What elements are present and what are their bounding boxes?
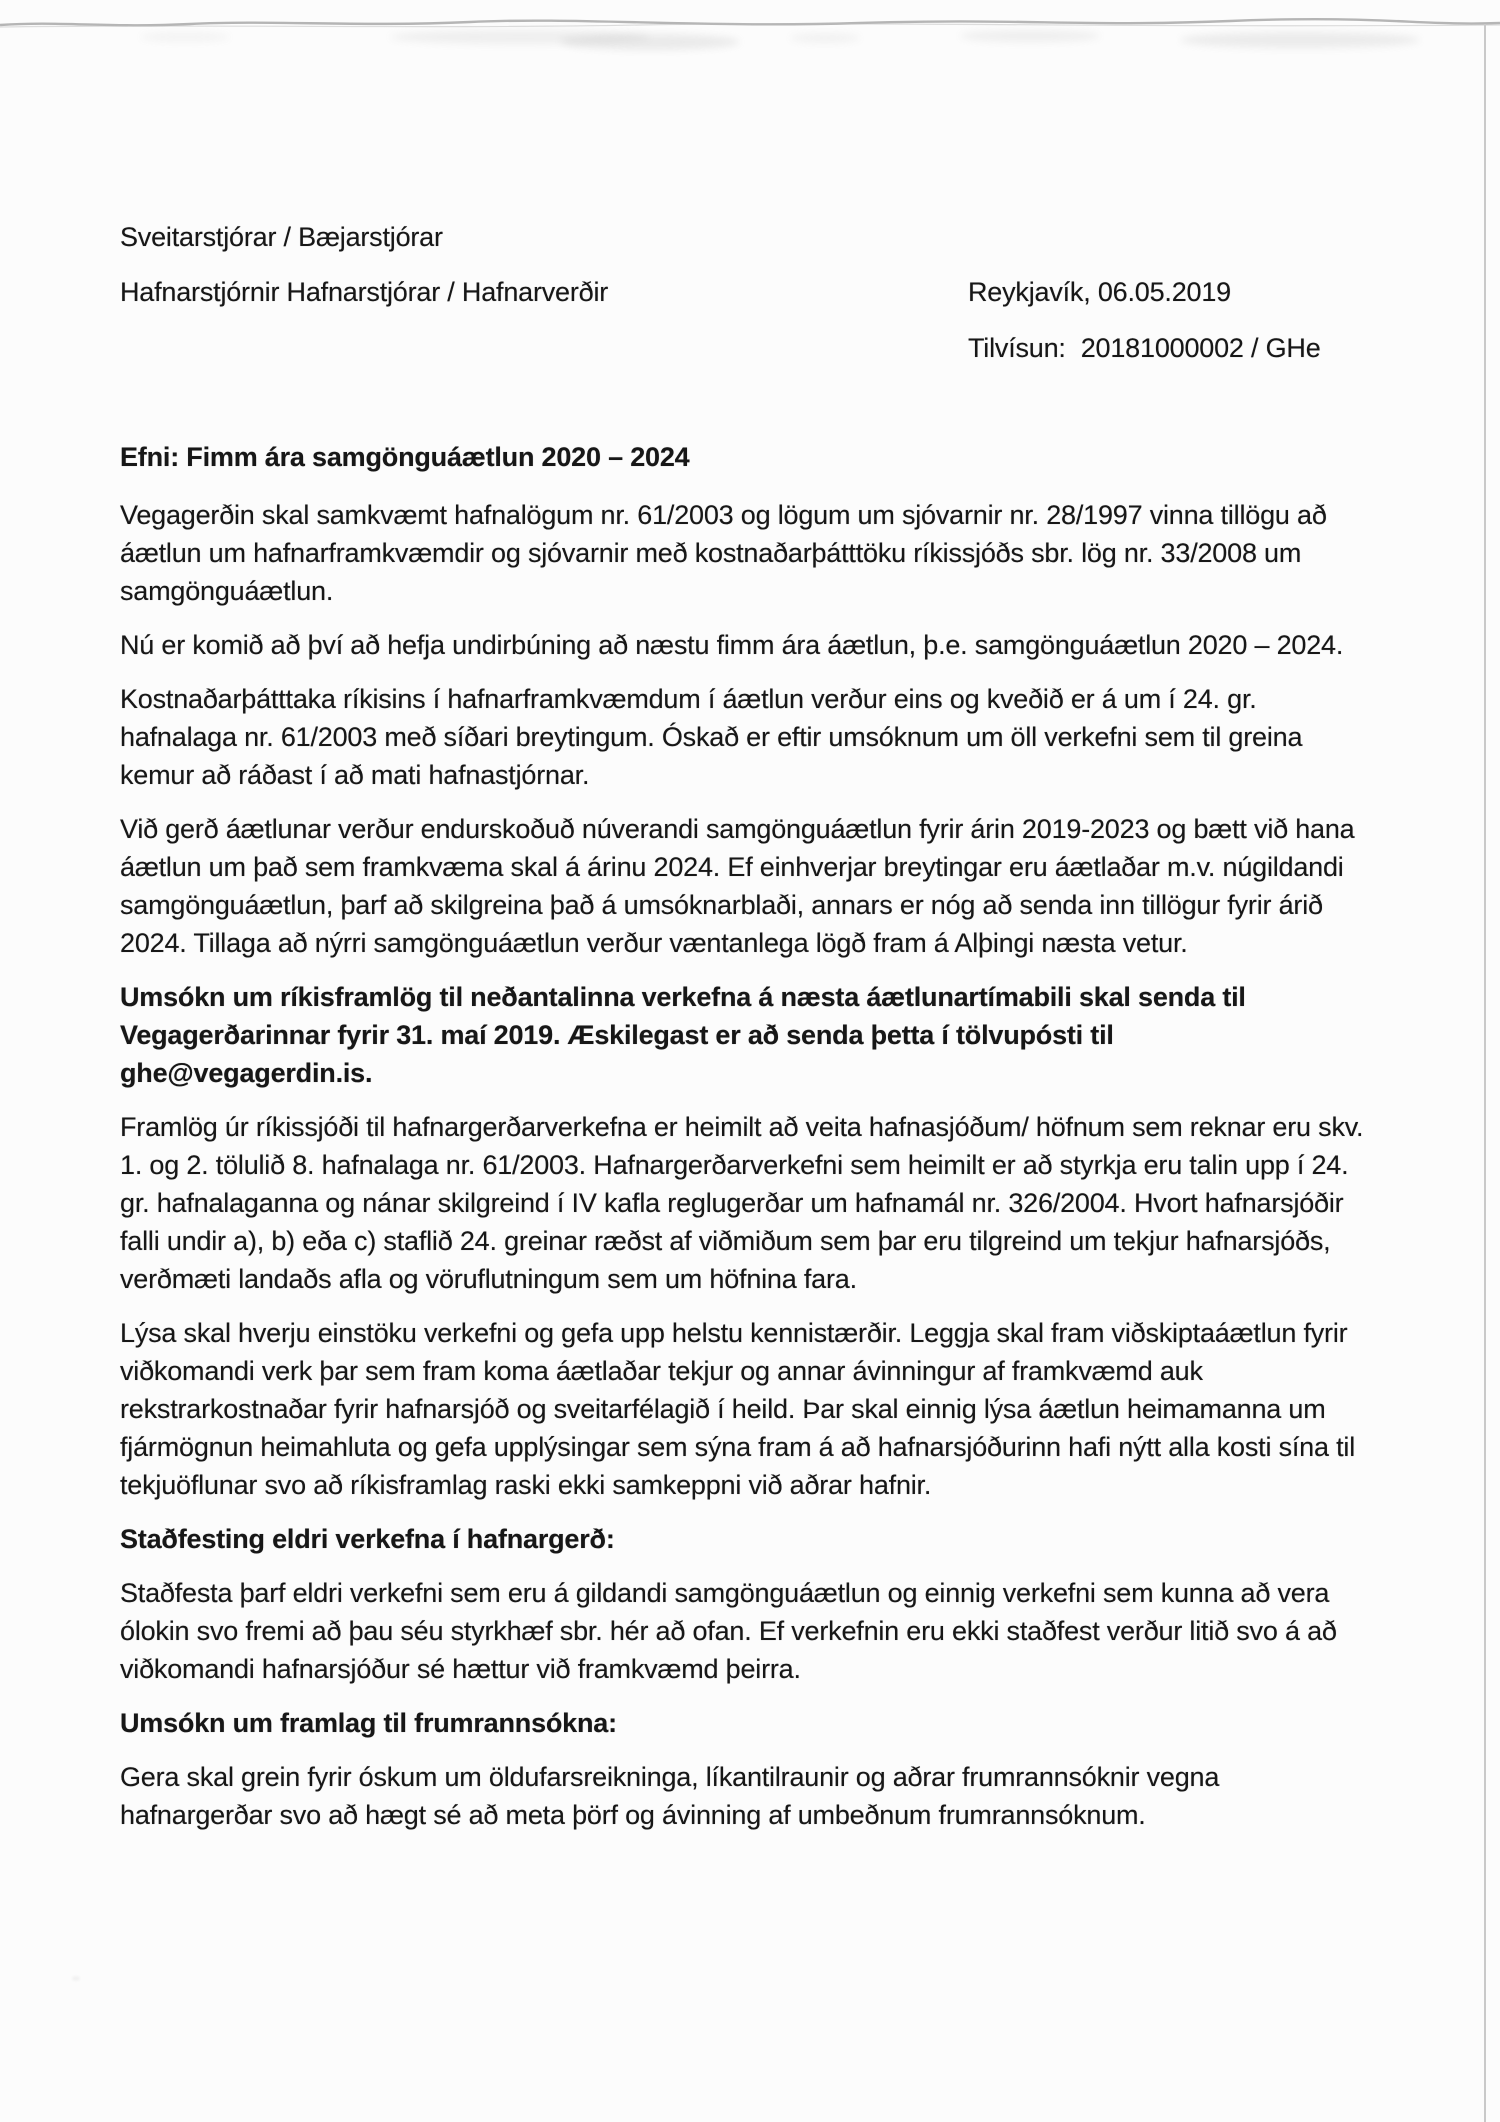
subject-line: Efni: Fimm ára samgönguáætlun 2020 – 2024	[120, 442, 690, 472]
paragraph-cost-participation: Kostnaðarþátttaka ríkisins í hafnarframkvæmdum í áætlun verður eins og kveðið er á um í 24. gr. hafnalaga nr. 61/2003 með síðari breytingum. Óskað er eftir umsóknum um öll verkefni sem til greina kemur að ráðast í að mati hafnastjórnar.	[120, 684, 1303, 790]
paragraph-project-description-requirements: Lýsa skal hverju einstöku verkefni og gefa upp helstu kennistærðir. Leggja skal fram viðskiptaáætlun fyrir viðkomandi verk þar sem fram koma áætlaðar tekjur og annar ávinningur af framkvæmd auk rekstrarkostnaðar fyrir hafnarsjóð og sveitarfélagið í heild. Þar skal einnig lýsa áætlun heimamanna um fjármögnun heimahluta og gefa upplýsingar sem sýna fram á að hafnarsjóðurinn hafi nýtt alla kosti sína til tekjuöflunar svo að ríkisframlag raski ekki samkeppni við aðrar hafnir.	[120, 1318, 1355, 1500]
scan-noise-blotch	[1180, 32, 1420, 48]
paragraph-confirmation-older-projects: Staðfesta þarf eldri verkefni sem eru á gildandi samgönguáætlun og einnig verkefni sem kunna að vera ólokin svo fremi að þau séu styrkhæf sbr. hér að ofan. Ef verkefnin eru ekki staðfest verður litið svo á að viðkomandi hafnarsjóður sé hættur við framkvæmd þeirra.	[120, 1578, 1337, 1684]
scan-noise-blotches	[0, 0, 1500, 70]
paragraph-legal-basis: Vegagerðin skal samkvæmt hafnalögum nr. 61/2003 og lögum um sjóvarnir nr. 28/1997 vinna tillögu að áætlun um hafnarframkvæmdir og sjóvarnir með kostnaðarþátttöku ríkissjóðs sbr. lög nr. 33/2008 um samgönguáætlun.	[120, 500, 1327, 606]
paragraph-funding-eligibility: Framlög úr ríkissjóði til hafnargerðarverkefna er heimilt að veita hafnasjóðum/ höfnum sem reknar eru skv. 1. og 2. tölulið 8. hafnalaga nr. 61/2003. Hafnargerðarverkefni sem heimilt er að styrkja eru talin upp í 24. gr. hafnalaganna og nánar skilgreind í IV kafla reglugerðar um hafnamál nr. 326/2004. Hvort hafnarsjóðir falli undir a), b) eða c) staflið 24. greinar ræðst af viðmiðum sem þar eru tilgreind um tekjur hafnarsjóðs, verðmæti landaðs afla og vöruflutningum sem um höfnina fara.	[120, 1112, 1364, 1294]
place-date: Reykjavík, 06.05.2019	[968, 277, 1231, 307]
scan-noise-blotch	[960, 30, 1100, 42]
recipient-date-row	[120, 273, 1365, 311]
paragraph-plan-revision: Við gerð áætlunar verður endurskoðuð núverandi samgönguáætlun fyrir árin 2019-2023 og bætt við hana áætlun um það sem framkvæma skal á árinu 2024. Ef einhverjar breytingar eru áætlaðar m.v. núgildandi samgönguáætlun, þarf að skilgreina það á umsóknarblaði, annars er nóg að senda inn tillögur fyrir árið 2024. Tillaga að nýrri samgönguáætlun verður væntanlega lögð fram á Alþingi næsta vetur.	[120, 814, 1355, 958]
scan-noise-blotch	[790, 33, 860, 43]
letter-content	[120, 218, 1365, 1850]
scan-edge-artifact-right	[1484, 24, 1486, 2122]
reference-value: 20181000002 / GHe	[1080, 333, 1321, 363]
reference-label: Tilvísun:	[968, 333, 1066, 363]
paragraph-preliminary-research: Gera skal grein fyrir óskum um öldufarsreikninga, líkantilraunir og aðrar frumrannsóknir vegna hafnargerðar svo að hægt sé að meta þörf og ávinning af umbeðnum frumrannsóknum.	[120, 1762, 1220, 1830]
scan-noise-blotch	[560, 34, 740, 50]
scan-noise-speck	[72, 1976, 80, 1981]
reference-row	[968, 329, 1365, 367]
scan-noise-blotch	[140, 32, 230, 42]
recipient-line-2: Hafnarstjórnir Hafnarstjórar / Hafnarverðir	[120, 277, 609, 307]
paragraph-application-deadline: Umsókn um ríkisframlög til neðantalinna verkefna á næsta áætlunartímabili skal senda til Vegagerðarinnar fyrir 31. maí 2019. Æskilegast er að senda þetta í tölvupósti til ghe@vegagerdin.is.	[120, 982, 1246, 1088]
recipient-line-1: Sveitarstjórar / Bæjarstjórar	[120, 222, 443, 252]
heading-confirmation-older-projects: Staðfesting eldri verkefna í hafnargerð:	[120, 1524, 615, 1554]
paragraph-preparation-announcement: Nú er komið að því að hefja undirbúning að næstu fimm ára áætlun, þ.e. samgönguáætlun 2020 – 2024.	[120, 630, 1344, 660]
heading-preliminary-research-application: Umsókn um framlag til frumrannsókna:	[120, 1708, 617, 1738]
